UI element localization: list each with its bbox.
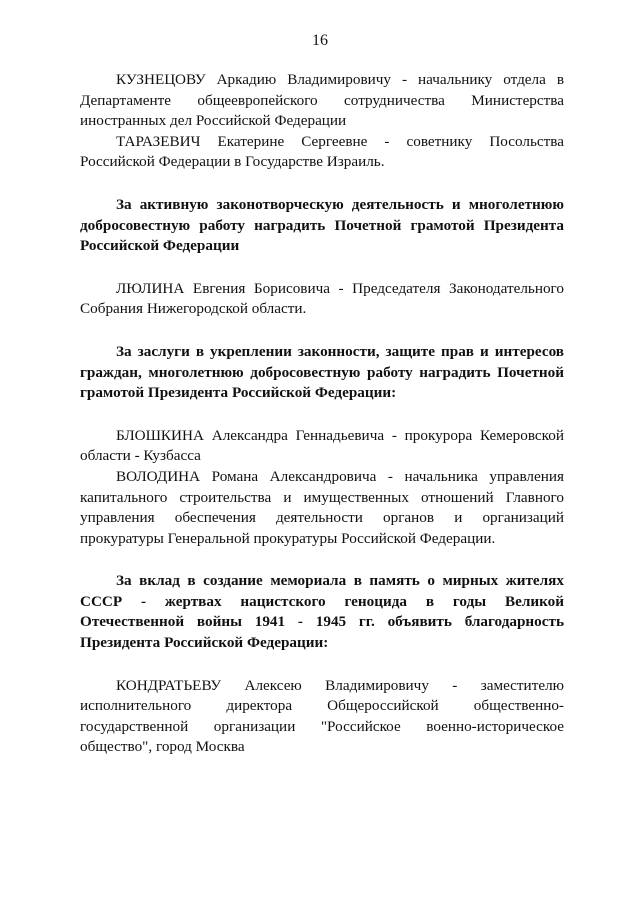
document-body (80, 70, 564, 758)
award-entry-kuznetsov: КУЗНЕЦОВУ Аркадию Владимировичу - начальнику отдела в Департаменте общеевропейского сотрудничества Министерства иностранных дел Российской Федерации (80, 71, 564, 130)
decree-heading-legislative: За активную законотворческую деятельность и многолетнюю добросовестную работу наградить Почетной грамотой Президента Российской Федерации (80, 195, 564, 255)
award-entry-lyulin: ЛЮЛИНА Евгения Борисовича - Председателя Законодательного Собрания Нижегородской области. (80, 279, 564, 318)
award-entry-bloshkin: БЛОШКИНА Александра Геннадьевича - прокурора Кемеровской области - Кузбасса (80, 426, 564, 465)
decree-heading-legality: За заслуги в укреплении законности, защите прав и интересов граждан, многолетнюю добросовестную работу наградить Почетной грамотой Президента Российской Федерации: (80, 342, 564, 402)
spacer (80, 173, 564, 195)
spacer (80, 654, 564, 676)
spacer (80, 257, 564, 279)
decree-heading-memorial: За вклад в создание мемориала в память о мирных жителях СССР - жертвах нацистского геноцида в годы Великой Отечественной войны 1941 - 1945 гг. объявить благодарность Президента Российской Федерации: (80, 572, 564, 652)
spacer (80, 549, 564, 571)
award-entry-kondratyev: КОНДРАТЬЕВУ Алексею Владимировичу - заместителю исполнительного директора Общероссийской общественно-государственной организации "Российское военно-историческое общество", город Москва (80, 676, 564, 756)
award-entry-tarazevich: ТАРАЗЕВИЧ Екатерине Сергеевне - советнику Посольства Российской Федерации в Государстве Израиль. (80, 132, 564, 171)
spacer (80, 404, 564, 426)
spacer (80, 320, 564, 342)
page-number: 16 (312, 32, 328, 49)
award-entry-volodin: ВОЛОДИНА Романа Александровича - начальника управления капитального строительства и имущественных отношений Главного управления обеспечения деятельности органов и организаций прокуратуры Генеральной прокуратуры Российской Федерации. (80, 467, 564, 547)
